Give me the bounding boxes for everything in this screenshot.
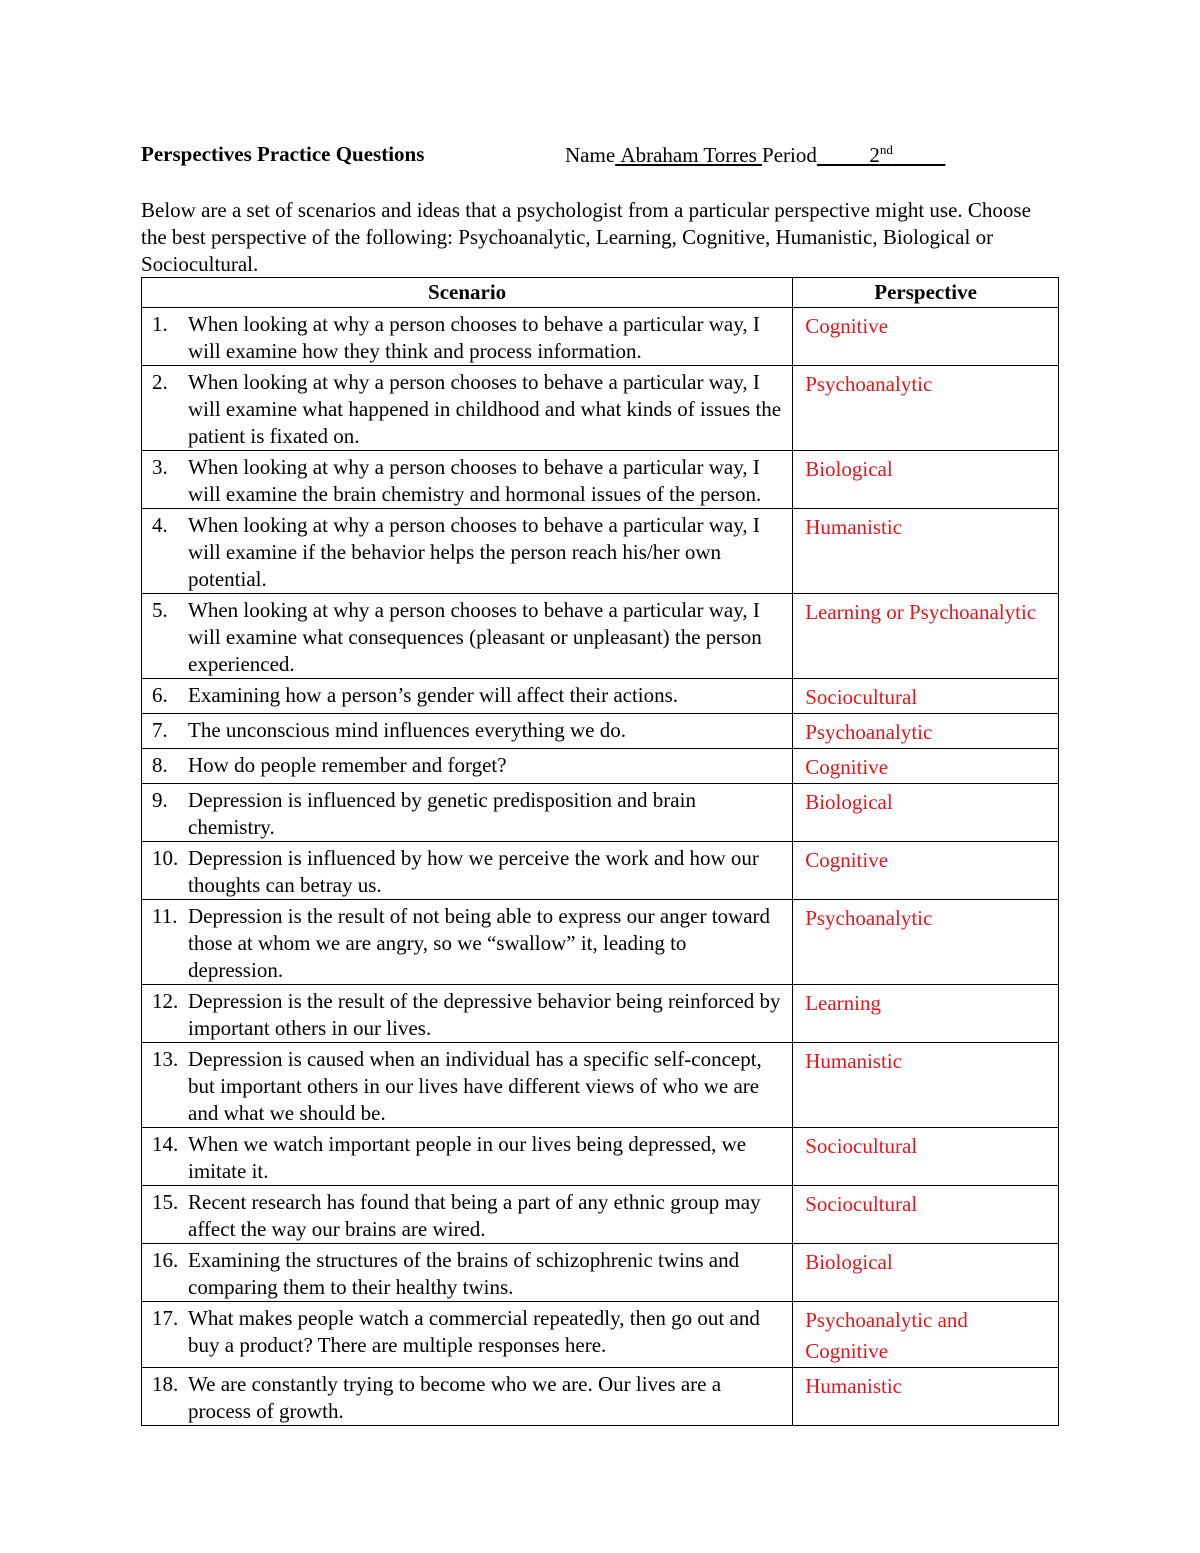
perspective-answer: Psychoanalytic and Cognitive [805, 1308, 968, 1363]
table-row [142, 1244, 1059, 1302]
document-title: Perspectives Practice Questions [141, 142, 425, 166]
table-body [142, 308, 1059, 1426]
scenario-table [141, 277, 1059, 1426]
question-number: 6. [152, 683, 168, 707]
scenario-text: What makes people watch a commercial repeatedly, then go out and buy a product? There are multiple responses here. [188, 1306, 760, 1357]
scenario-text: When looking at why a person chooses to behave a particular way, I will examine what consequences (pleasant or unpleasant) the person experienced. [188, 598, 762, 676]
name-period-line [565, 142, 945, 168]
scenario-cell [142, 679, 793, 714]
perspective-answer: Learning or Psychoanalytic [805, 600, 1037, 624]
scenario-cell [142, 900, 793, 985]
scenario-text: Examining how a person’s gender will affect their actions. [188, 683, 679, 707]
question-number: 8. [152, 753, 168, 777]
table-row [142, 749, 1059, 784]
question-number: 12. [152, 989, 179, 1013]
scenario-cell [142, 366, 793, 451]
perspective-answer: Humanistic [805, 1374, 903, 1398]
scenario-cell [142, 1244, 793, 1302]
perspective-answer: Cognitive [805, 314, 889, 338]
scenario-cell [142, 1302, 793, 1368]
scenario-content [142, 749, 792, 779]
question-number: 18. [152, 1372, 179, 1396]
scenario-text: Depression is influenced by genetic predisposition and brain chemistry. [188, 788, 696, 839]
scenario-cell [142, 784, 793, 842]
perspective-cell[interactable] [793, 1368, 1059, 1426]
scenario-cell [142, 594, 793, 679]
page-header [141, 142, 1061, 172]
scenario-content [142, 900, 792, 984]
table-header-row [142, 278, 1059, 308]
table-row [142, 509, 1059, 594]
scenario-cell [142, 749, 793, 784]
scenario-text: When we watch important people in our lives being depressed, we imitate it. [188, 1132, 747, 1183]
perspective-answer: Sociocultural [805, 1192, 918, 1216]
table-row [142, 1186, 1059, 1244]
question-number: 9. [152, 788, 168, 812]
table-row [142, 1368, 1059, 1426]
perspective-answer: Biological [805, 457, 893, 481]
question-number: 7. [152, 718, 168, 742]
scenario-text: Depression is the result of the depressive behavior being reinforced by important others in our lives. [188, 989, 781, 1040]
scenario-cell [142, 842, 793, 900]
perspective-cell[interactable] [793, 679, 1059, 714]
table-row [142, 594, 1059, 679]
perspective-cell[interactable] [793, 1244, 1059, 1302]
scenario-cell [142, 451, 793, 509]
perspective-answer: Psychoanalytic [805, 720, 933, 744]
table-row [142, 842, 1059, 900]
table-row [142, 451, 1059, 509]
scenario-text: Examining the structures of the brains of schizophrenic twins and comparing them to their healthy twins. [188, 1248, 740, 1299]
scenario-text: Depression is influenced by how we perceive the work and how our thoughts can betray us. [188, 846, 759, 897]
scenario-content [142, 1302, 792, 1359]
perspective-answer: Sociocultural [805, 685, 918, 709]
perspective-cell[interactable] [793, 784, 1059, 842]
perspective-answer: Humanistic [805, 515, 903, 539]
scenario-text: The unconscious mind influences everything we do. [188, 718, 626, 742]
name-label: Name [565, 143, 616, 167]
table-row [142, 1128, 1059, 1186]
question-number: 13. [152, 1047, 179, 1071]
table-row [142, 714, 1059, 749]
scenario-text: Depression is caused when an individual has a specific self-concept, but important others in our lives have different views of who we are and what we should be. [188, 1047, 762, 1125]
table-row [142, 1043, 1059, 1128]
perspective-cell[interactable] [793, 1043, 1059, 1128]
scenario-content [142, 714, 792, 744]
question-number: 11. [152, 904, 178, 928]
question-number: 10. [152, 846, 179, 870]
scenario-content [142, 1244, 792, 1301]
perspective-cell[interactable] [793, 308, 1059, 366]
question-number: 1. [152, 312, 168, 336]
scenario-content [142, 679, 792, 709]
table-row [142, 985, 1059, 1043]
scenario-cell [142, 1128, 793, 1186]
scenario-cell [142, 1186, 793, 1244]
scenario-content [142, 1043, 792, 1127]
perspective-column-header: Perspective [793, 278, 1059, 308]
table-row [142, 679, 1059, 714]
perspective-answer: Cognitive [805, 848, 889, 872]
perspective-cell[interactable] [793, 900, 1059, 985]
perspective-cell[interactable] [793, 1302, 1059, 1368]
table-row [142, 900, 1059, 985]
scenario-content [142, 1128, 792, 1185]
scenario-cell [142, 308, 793, 366]
perspective-answer: Biological [805, 1250, 893, 1274]
scenario-text: When looking at why a person chooses to behave a particular way, I will examine what happened in childhood and what kinds of issues the patient is fixated on. [188, 370, 782, 448]
perspective-cell[interactable] [793, 451, 1059, 509]
scenario-content [142, 594, 792, 678]
scenario-cell [142, 985, 793, 1043]
question-number: 5. [152, 598, 168, 622]
period-label: Period [762, 143, 817, 167]
perspective-answer: Learning [805, 991, 881, 1015]
question-number: 3. [152, 455, 168, 479]
perspective-cell[interactable] [793, 509, 1059, 594]
perspective-cell[interactable] [793, 1186, 1059, 1244]
scenario-content [142, 842, 792, 899]
scenario-cell [142, 509, 793, 594]
question-number: 15. [152, 1190, 179, 1214]
scenario-content [142, 509, 792, 593]
scenario-content [142, 985, 792, 1042]
question-number: 4. [152, 513, 168, 537]
perspective-cell[interactable] [793, 842, 1059, 900]
scenario-cell [142, 1043, 793, 1128]
perspective-cell[interactable] [793, 366, 1059, 451]
scenario-content [142, 366, 792, 450]
period-suffix: nd [879, 142, 893, 157]
perspective-answer: Cognitive [805, 755, 889, 779]
perspective-cell[interactable] [793, 749, 1059, 784]
student-name-field[interactable]: Abraham Torres [620, 143, 763, 167]
period-field[interactable] [817, 143, 946, 167]
scenario-content [142, 308, 792, 365]
question-number: 2. [152, 370, 168, 394]
scenario-content [142, 1368, 792, 1425]
scenario-content [142, 784, 792, 841]
perspective-answer: Psychoanalytic [805, 372, 933, 396]
question-number: 17. [152, 1306, 179, 1330]
scenario-text: How do people remember and forget? [188, 753, 507, 777]
table-row [142, 1302, 1059, 1368]
table-row [142, 784, 1059, 842]
scenario-text: When looking at why a person chooses to behave a particular way, I will examine if the behavior helps the person reach his/her own potential. [188, 513, 760, 591]
table-row [142, 366, 1059, 451]
scenario-cell [142, 1368, 793, 1426]
question-number: 16. [152, 1248, 179, 1272]
instructions: Below are a set of scenarios and ideas that a psychologist from a particular perspective might use. Choose the best perspective of the following: Psychoanalytic, Learning, Cognitive, Humanistic, Biological or Sociocultural. [141, 198, 1031, 276]
perspective-cell[interactable] [793, 985, 1059, 1043]
scenario-text: Depression is the result of not being able to express our anger toward those at whom we are angry, so we “swallow” it, leading to depression. [188, 904, 771, 982]
perspective-cell[interactable] [793, 594, 1059, 679]
period-value: 2 [869, 143, 880, 167]
scenario-cell [142, 714, 793, 749]
perspective-answer: Humanistic [805, 1049, 903, 1073]
scenario-content [142, 451, 792, 508]
perspective-cell[interactable] [793, 1128, 1059, 1186]
table-row [142, 308, 1059, 366]
scenario-text: We are constantly trying to become who we are. Our lives are a process of growth. [188, 1372, 722, 1423]
question-number: 14. [152, 1132, 179, 1156]
perspective-answer: Psychoanalytic [805, 906, 933, 930]
scenario-column-header: Scenario [142, 278, 793, 308]
perspective-answer: Sociocultural [805, 1134, 918, 1158]
scenario-text: When looking at why a person chooses to behave a particular way, I will examine the brain chemistry and hormonal issues of the person. [188, 455, 762, 506]
scenario-text: Recent research has found that being a part of any ethnic group may affect the way our brains are wired. [188, 1190, 761, 1241]
scenario-text: When looking at why a person chooses to behave a particular way, I will examine how they think and process information. [188, 312, 760, 363]
scenario-content [142, 1186, 792, 1243]
perspective-answer: Biological [805, 790, 893, 814]
perspective-cell[interactable] [793, 714, 1059, 749]
